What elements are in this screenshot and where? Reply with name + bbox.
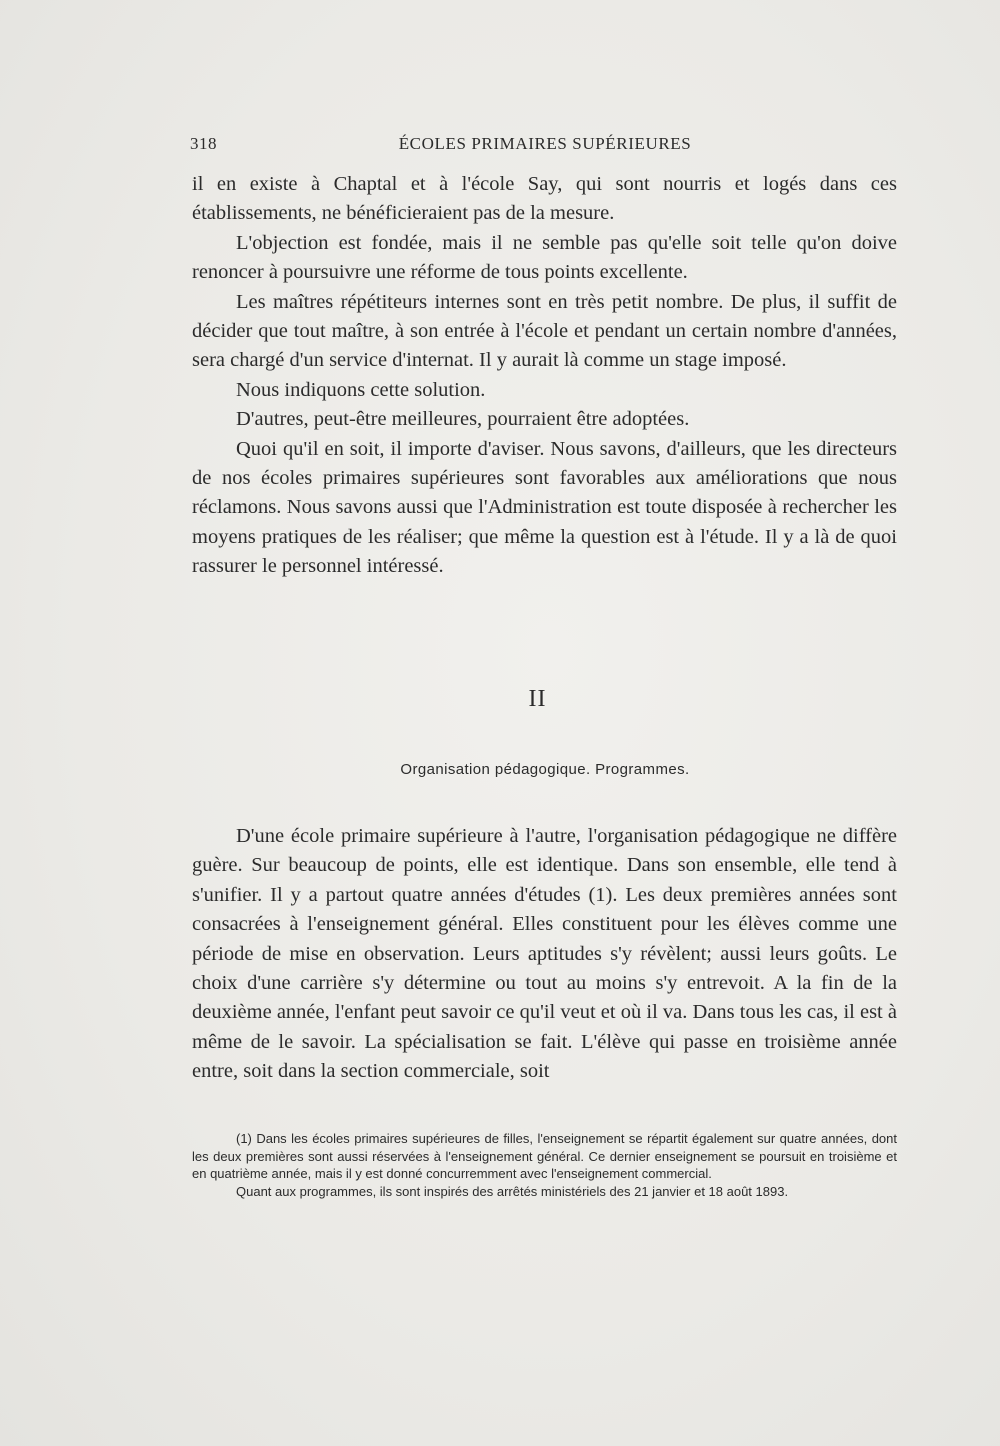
paragraph: il en existe à Chaptal et à l'école Say, qui sont nourris et logés dans ces établissements, ne bénéficieraient pas de la mesure. <box>192 173 897 225</box>
running-head-title: ÉCOLES PRIMAIRES SUPÉRIEURES <box>398 134 692 153</box>
body-text-before-section <box>192 170 897 582</box>
paragraph: Nous indiquons cette solution. <box>236 378 486 401</box>
paragraph: Les maîtres répétiteurs internes sont en très petit nombre. De plus, il suffit de décider que tout maître, à son entrée à l'école et pendant un certain nombre d'années, sera chargé d'un service d'internat. Il y aurait là comme un stage imposé. <box>192 290 897 372</box>
page-number: 318 <box>190 134 217 153</box>
footnote: Quant aux programmes, ils sont inspirés des arrêtés ministériels des 21 janvier et 18 août 1893. <box>236 1183 789 1199</box>
running-head <box>190 134 900 156</box>
footnotes <box>192 1130 897 1200</box>
body-text-after-section <box>192 822 897 1087</box>
paragraph: Quoi qu'il en soit, il importe d'aviser. Nous savons, d'ailleurs, que les directeurs de nos écoles primaires supérieures sont favorables aux améliorations que nous réclamons. Nous savons aussi que l'Administration est toute disposée à rechercher les moyens pratiques de les réaliser; que même la question est à l'étude. Il y a là de quoi rassurer le personnel intéressé. <box>192 437 897 578</box>
section-number: II <box>528 686 547 712</box>
paragraph: D'une école primaire supérieure à l'autre, l'organisation pédagogique ne diffère guère. Sur beaucoup de points, elle est identique. Dans son ensemble, elle tend à s'unifier. Il y a partout quatre années d'études (1). Les deux premières années sont consacrées à l'enseignement général. Elles constituent pour les élèves comme une période de mise en observation. Leurs aptitudes s'y révèlent; aussi leurs goûts. Le choix d'une carrière s'y détermine ou tout au moins s'y entrevoit. A la fin de la deuxième année, l'enfant peut savoir ce qu'il veut et où il va. Dans tous les cas, il est à même de le savoir. La spécialisation se fait. L'élève qui passe en troisième année entre, soit dans la section commerciale, soit <box>192 825 897 1083</box>
paragraph: D'autres, peut-être meilleures, pourraient être adoptées. <box>236 408 690 431</box>
footnote: (1) Dans les écoles primaires supérieures de filles, l'enseignement se répartit également sur quatre années, dont les deux premières sont aussi réservées à l'enseignement général. Ce dernier enseignement se poursuit en troisième et en quatrième année, mais il y est donné concurremment avec l'enseignement commercial. <box>192 1131 897 1182</box>
section-title: Organisation pédagogique. Programmes. <box>400 761 690 778</box>
paragraph: L'objection est fondée, mais il ne semble pas qu'elle soit telle qu'on doive renoncer à poursuivre une réforme de tous points excellente. <box>192 231 897 284</box>
